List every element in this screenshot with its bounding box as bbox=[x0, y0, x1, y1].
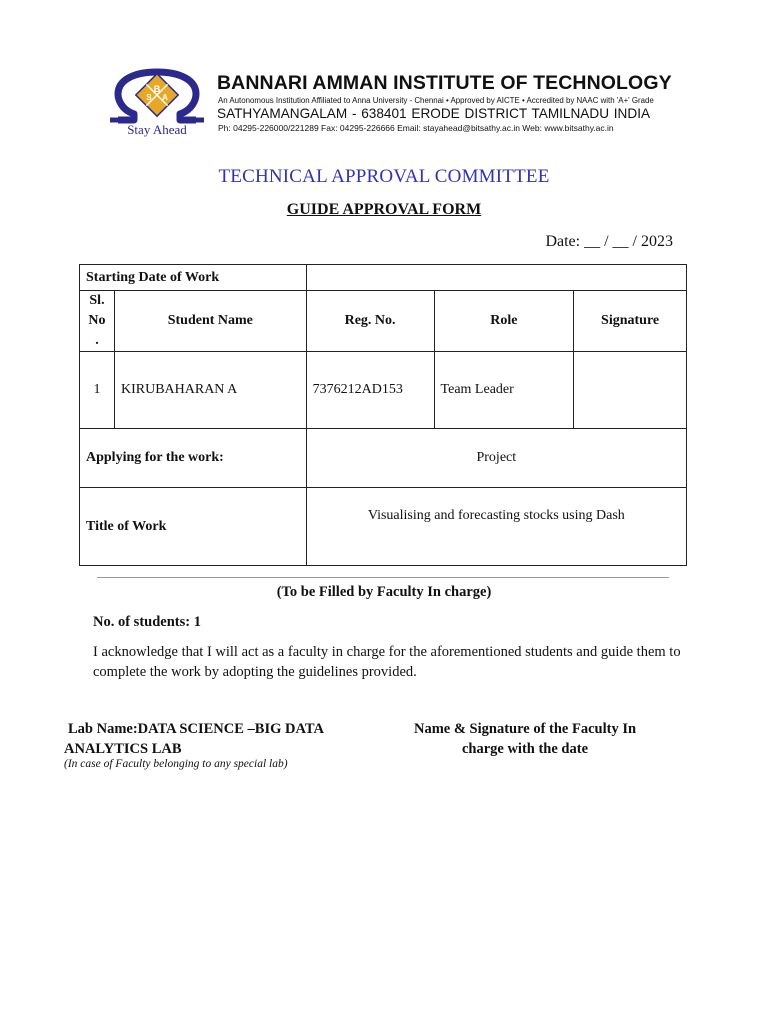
applying-label: Applying for the work: bbox=[80, 429, 307, 488]
institution-logo bbox=[104, 68, 210, 140]
institution-address: SATHYAMANGALAM - 638401 ERODE DISTRICT TAMILNADU INDIA bbox=[217, 106, 651, 121]
title-of-work-value: Visualising and forecasting stocks using Dash bbox=[306, 488, 686, 566]
table-row bbox=[80, 352, 687, 429]
form-title: GUIDE APPROVAL FORM bbox=[286, 201, 482, 218]
reg-no-header: Reg. No. bbox=[306, 291, 434, 352]
acknowledgement-text: I acknowledge that I will act as a faculty in charge for the aforementioned students and guide them to complete the work by adopting the guidelines provided. bbox=[93, 644, 681, 680]
logo-tagline: Stay Ahead bbox=[127, 122, 187, 137]
signature-header: Signature bbox=[574, 291, 687, 352]
svg-text:A: A bbox=[162, 93, 168, 102]
svg-text:B: B bbox=[153, 84, 161, 94]
title-of-work-label: Title of Work bbox=[80, 488, 307, 566]
lab-note: (In case of Faculty belonging to any special lab) bbox=[64, 758, 288, 770]
lab-name: Lab Name:DATA SCIENCE –BIG DATA ANALYTICS LAB bbox=[64, 721, 324, 757]
institution-subtitle: An Autonomous Institution Affiliated to Anna University - Chennai • Approved by AICTE • Accredited by NAAC with 'A+' Grade bbox=[218, 96, 654, 105]
section-divider bbox=[97, 577, 669, 578]
row-reg-no: 7376212AD153 bbox=[306, 352, 434, 429]
filled-by-note: (To be Filled by Faculty In charge) bbox=[276, 584, 492, 600]
faculty-signature-label: Name & Signature of the Faculty In charge with the date bbox=[413, 721, 637, 757]
role-header: Role bbox=[434, 291, 574, 352]
committee-title: TECHNICAL APPROVAL COMMITTEE bbox=[218, 166, 550, 187]
student-name-header: Student Name bbox=[114, 291, 306, 352]
starting-date-row bbox=[80, 265, 687, 291]
sl-no-header-text: Sl. No . bbox=[88, 293, 106, 348]
row-signature[interactable] bbox=[574, 352, 687, 429]
row-student-name: KIRUBAHARAN A bbox=[114, 352, 306, 429]
row-sl-no: 1 bbox=[80, 352, 115, 429]
sl-no-header bbox=[80, 291, 115, 352]
title-of-work-row bbox=[80, 488, 687, 566]
applying-row bbox=[80, 429, 687, 488]
institution-contact: Ph: 04295-226000/221289 Fax: 04295-226666 Email: stayahead@bitsathy.ac.in Web: www.bitsathy.ac.in bbox=[218, 123, 614, 133]
number-of-students: No. of students: 1 bbox=[93, 614, 201, 630]
table-header-row bbox=[80, 291, 687, 352]
omega-emblem-icon bbox=[104, 68, 210, 124]
row-role: Team Leader bbox=[434, 352, 574, 429]
institution-name: BANNARI AMMAN INSTITUTE OF TECHNOLOGY bbox=[217, 72, 672, 94]
applying-value: Project bbox=[306, 429, 686, 488]
starting-date-value[interactable] bbox=[306, 265, 686, 291]
date-field[interactable]: Date: __ / __ / 2023 bbox=[545, 233, 673, 250]
approval-table bbox=[79, 264, 687, 566]
svg-text:S: S bbox=[146, 93, 152, 102]
starting-date-label: Starting Date of Work bbox=[80, 265, 307, 291]
